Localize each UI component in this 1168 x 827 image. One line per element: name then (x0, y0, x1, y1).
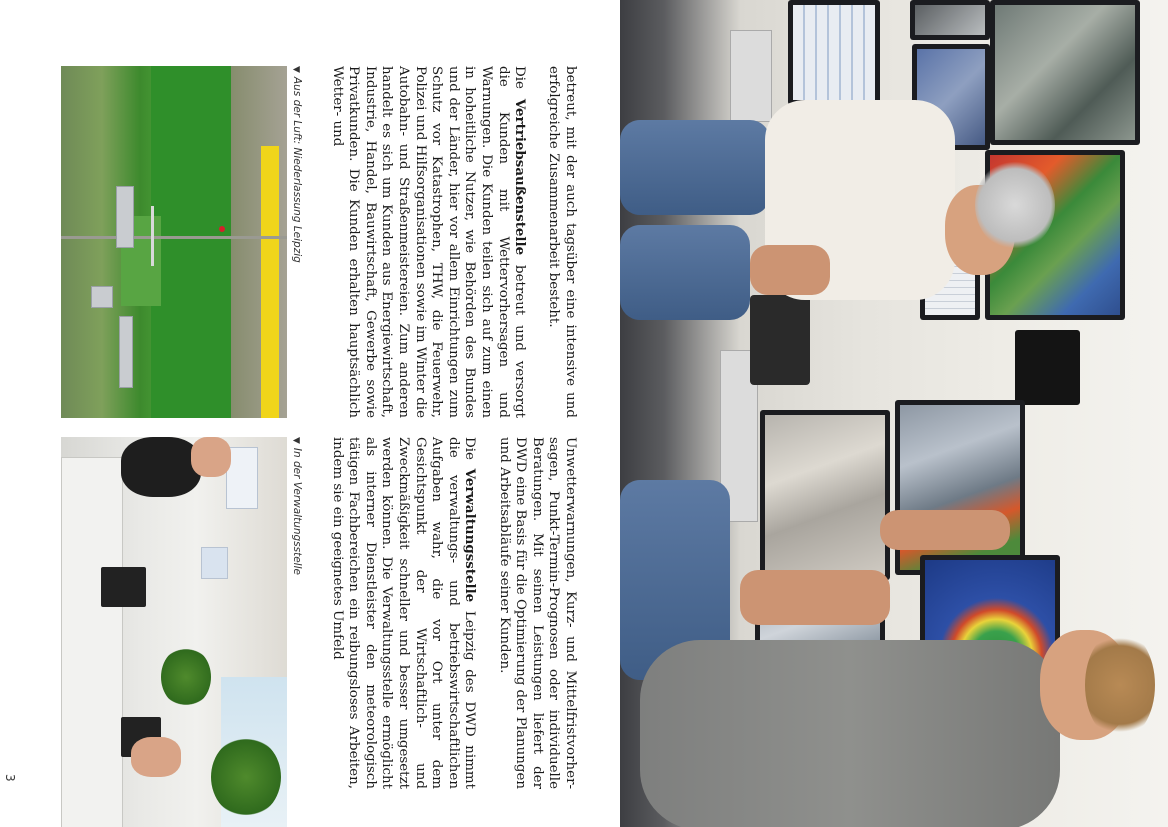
text-column-left (312, 437, 579, 789)
person-hair (1085, 630, 1155, 740)
page-number (3, 774, 17, 782)
text-run: Die (462, 437, 478, 469)
person-arm (740, 570, 890, 625)
caption-text: In der Verwaltungsstelle (291, 447, 303, 575)
office-photo (61, 437, 287, 827)
caption-marker-icon: ▼ (291, 66, 301, 73)
caption-office (291, 437, 303, 575)
paragraph (328, 66, 528, 418)
caption-aerial (291, 66, 303, 263)
person-hair (975, 160, 1055, 250)
monitor (910, 0, 990, 40)
monitor (990, 0, 1140, 145)
person-shirt (640, 640, 1060, 827)
text-run: betreut und versorgt die Kunden mit Wettervorhersagen und Warnungen. Die Kunden teilen sich auf zum einen in hoheitliche Nutzer, wie Behörden des Bundes und der Länder, hier vor allem Einrichtungen zum Schutz vor Katastrophen, THW, die Feuerwehr, Polizei und Hilfsorganisationen sowie im Winter die Autobahn- und Straßenmeistereien. Zum anderen handelt es sich um Kunden aus Energiewirtschaft, Industrie, Handel, Bauwirtschaft, Gewerbe sowie Privatkunden. Die Kunden erhalten hauptsächlich Wetter- und (329, 66, 528, 418)
aerial-photo (61, 66, 287, 418)
person-legs (620, 225, 750, 320)
caption-marker-icon: ▼ (291, 437, 301, 444)
page-number-text: 3 (3, 774, 17, 782)
bold-term: Vertriebsaußenstelle (512, 98, 529, 256)
monitor (1015, 330, 1080, 405)
keyboard (730, 30, 772, 122)
person-arm (750, 245, 830, 295)
text-column-right (312, 66, 579, 418)
text-run: Leipzig des DWD nimmt die verwaltungs- und betriebswirtschaftlichen Aufgaben wahr, die vor Ort unter dem Gesichtspunkt der Wirtschaftlich- und Zweckmäßigkeit schneller und besser umgesetzt werden können. Die Verwaltungsstelle ermöglicht als interner Dienstleister den meteorologisch tätigen Fachbereichen ein reibungsloses Arbeiten, indem sie ein geeignetes Umfeld (329, 437, 478, 789)
text-run: Die (512, 66, 528, 99)
bold-term: Verwaltungsstelle (462, 468, 479, 603)
control-room-photo (620, 0, 1168, 827)
desk-phone (750, 295, 810, 385)
paragraph (545, 66, 578, 418)
caption-text: Aus der Luft: Niederlassung Leipzig (291, 76, 303, 263)
paragraph (495, 437, 578, 789)
person-legs (620, 120, 770, 215)
paragraph (328, 437, 478, 789)
person-arm (880, 510, 1010, 550)
text-run: betreut, mit der auch tagsüber eine intensive und erfolgreiche Zusammenarbeit besteht. (546, 66, 578, 418)
text-run: Unwetterwarnungen, Kurz- und Mittelfristvorhersagen, Punkt-Termin-Prognosen oder individuelle Beratungen. Mit seinen Leistungen liefert der DWD eine Basis für die Optimierung der Planungen und Arbeitsabläufe seiner Kunden. (496, 437, 578, 789)
monitor (788, 0, 880, 105)
monitor (760, 410, 890, 580)
